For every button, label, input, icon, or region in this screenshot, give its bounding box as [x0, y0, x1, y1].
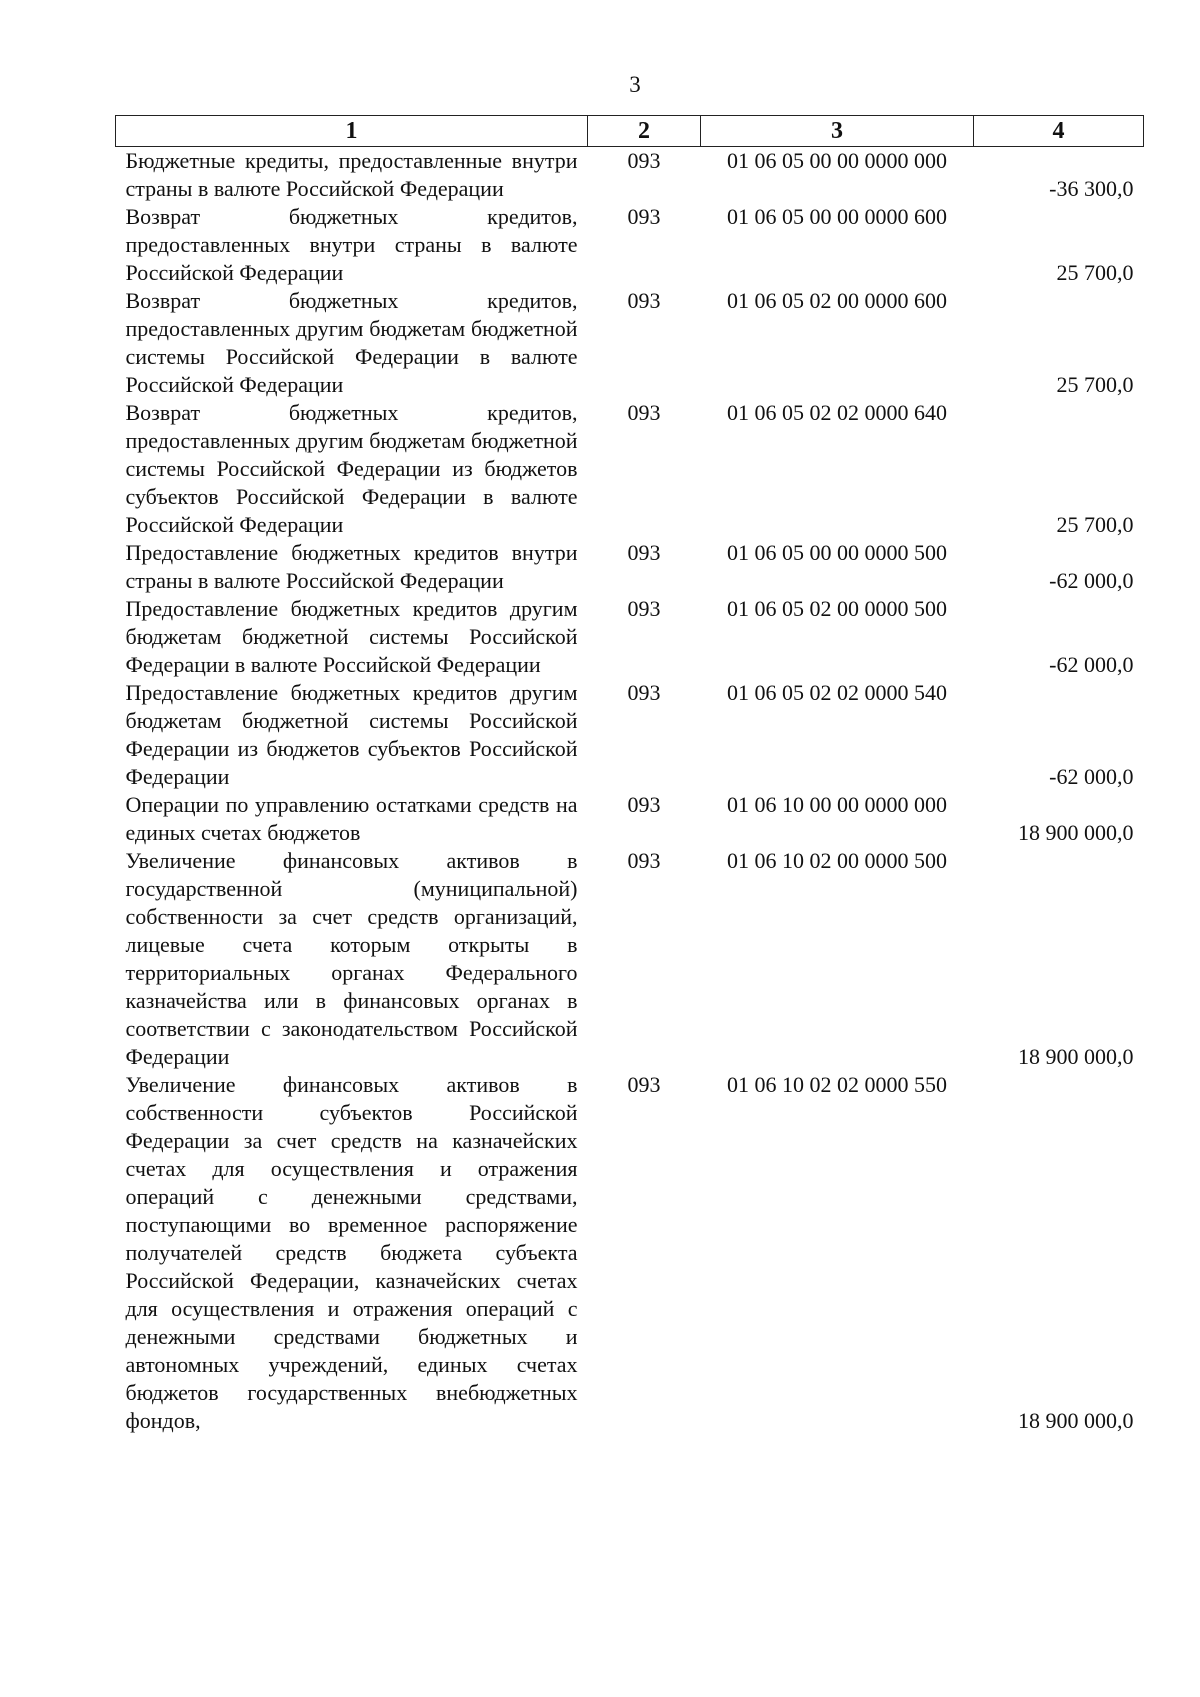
row-name: Возврат бюджетных кредитов, предоставленных внутри страны в валюте Российской Федерации [125, 204, 578, 285]
page-number: 3 [629, 72, 641, 97]
header-col-2: 2 [588, 116, 701, 147]
row-admin-code: 093 [627, 848, 661, 873]
row-amount: -62 000,0 [1049, 652, 1134, 677]
row-amount: 18 900 000,0 [1018, 820, 1134, 845]
row-budget-code: 01 06 05 02 02 0000 640 [727, 400, 947, 425]
table-row [116, 847, 1144, 1071]
row-budget-code: 01 06 10 02 00 0000 500 [727, 848, 947, 873]
row-budget-code: 01 06 05 02 02 0000 540 [727, 680, 947, 705]
row-admin-code: 093 [627, 792, 661, 817]
table-row [116, 539, 1144, 595]
table-row [116, 791, 1144, 847]
row-amount: -62 000,0 [1049, 764, 1134, 789]
header-col-4: 4 [974, 116, 1144, 147]
row-budget-code: 01 06 05 02 00 0000 600 [727, 288, 947, 313]
table-row [116, 1071, 1144, 1435]
row-budget-code: 01 06 10 00 00 0000 000 [727, 792, 947, 817]
table-row [116, 679, 1144, 791]
row-name: Бюджетные кредиты, предоставленные внутри страны в валюте Российской Федерации [125, 148, 578, 201]
row-budget-code: 01 06 05 00 00 0000 500 [727, 540, 947, 565]
row-admin-code: 093 [627, 680, 661, 705]
row-admin-code: 093 [627, 148, 661, 173]
row-budget-code: 01 06 05 02 00 0000 500 [727, 596, 947, 621]
row-name: Предоставление бюджетных кредитов другим бюджетам бюджетной системы Российской Федерации в валюте Российской Федерации [125, 596, 578, 677]
row-amount: 18 900 000,0 [1018, 1044, 1134, 1069]
row-amount: 25 700,0 [1056, 260, 1134, 285]
table-row [116, 203, 1144, 287]
row-name: Увеличение финансовых активов в государственной (муниципальной) собственности за счет средств организаций, лицевые счета которым открыты в территориальных органах Федерального казначейства или в финансовых органах в соответствии с законодательством Российской Федерации [125, 848, 578, 1069]
table-row [116, 399, 1144, 539]
row-admin-code: 093 [627, 400, 661, 425]
table-row [116, 287, 1144, 399]
row-name: Предоставление бюджетных кредитов внутри страны в валюте Российской Федерации [125, 540, 578, 593]
row-amount: 25 700,0 [1056, 512, 1134, 537]
row-name: Предоставление бюджетных кредитов другим бюджетам бюджетной системы Российской Федерации из бюджетов субъектов Российской Федерации [125, 680, 578, 789]
row-name: Операции по управлению остатками средств на единых счетах бюджетов [125, 792, 578, 845]
row-name: Увеличение финансовых активов в собственности субъектов Российской Федерации за счет средств на казначейских счетах для осуществления и отражения операций с денежными средствами, поступающими во временное распоряжение получателей средств бюджета субъекта Российской Федерации, казначейских счетах для осуществления и отражения операций с денежными средствами бюджетных и автономных учреждений, единых счетах бюджетов государственных внебюджетных фондов, [125, 1072, 578, 1433]
row-admin-code: 093 [627, 540, 661, 565]
header-col-3: 3 [701, 116, 974, 147]
row-admin-code: 093 [627, 288, 661, 313]
table-row [116, 147, 1144, 204]
table-header [116, 116, 1144, 147]
table-row [116, 595, 1144, 679]
row-budget-code: 01 06 10 02 02 0000 550 [727, 1072, 947, 1097]
row-admin-code: 093 [627, 596, 661, 621]
row-amount: 18 900 000,0 [1018, 1408, 1134, 1433]
row-budget-code: 01 06 05 00 00 0000 600 [727, 204, 947, 229]
row-amount: 25 700,0 [1056, 372, 1134, 397]
header-row [116, 116, 1144, 147]
sources-table [115, 115, 1144, 1435]
row-amount: -62 000,0 [1049, 568, 1134, 593]
row-amount: -36 300,0 [1049, 176, 1134, 201]
row-admin-code: 093 [627, 1072, 661, 1097]
row-admin-code: 093 [627, 204, 661, 229]
header-col-1: 1 [116, 116, 588, 147]
row-name: Возврат бюджетных кредитов, предоставленных другим бюджетам бюджетной системы Российской Федерации из бюджетов субъектов Российской Федерации в валюте Российской Федерации [125, 400, 578, 537]
row-name: Возврат бюджетных кредитов, предоставленных другим бюджетам бюджетной системы Российской Федерации в валюте Российской Федерации [125, 288, 578, 397]
table-body [116, 147, 1144, 1436]
row-budget-code: 01 06 05 00 00 0000 000 [727, 148, 947, 173]
